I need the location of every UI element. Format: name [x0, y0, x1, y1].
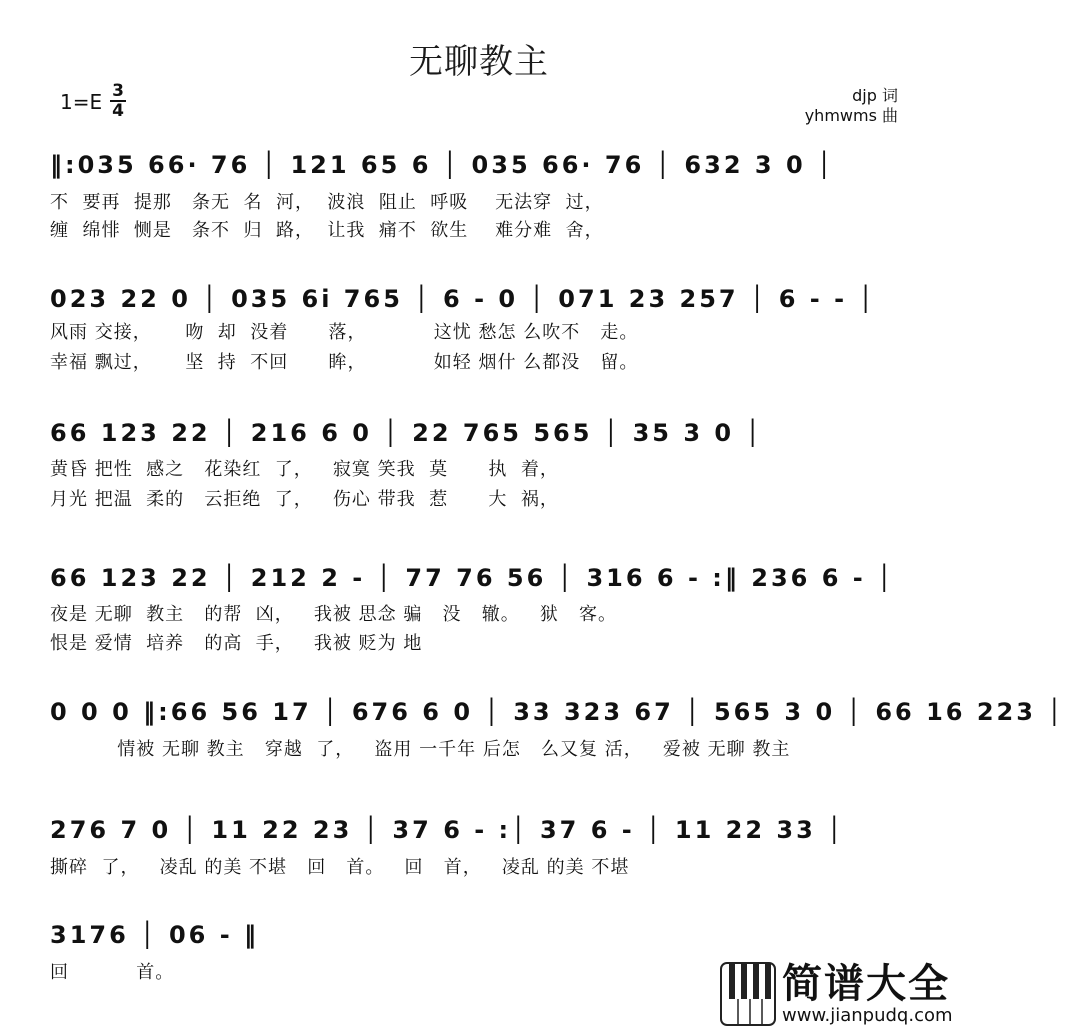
notation-line: 023 22 0 │ 035 6i 765 │ 6 - 0 │ 071 23 257 │ 6 - - │	[50, 285, 876, 313]
time-denominator: 4	[112, 101, 124, 121]
lyric-line-verse-1: 不 要再 提那 条无 名 河， 波浪 阻止 呼吸 无法穿 过，	[50, 192, 604, 213]
site-watermark	[720, 960, 953, 1030]
song-title: 无聊教主	[409, 42, 549, 82]
lyric-line-verse-1: 黄昏 把性 感之 花染红 了， 寂寞 笑我 莫 执 着，	[50, 459, 559, 480]
time-signature	[110, 82, 126, 120]
lyric-line-verse-1: 夜是 无聊 教主 的帮 凶， 我被 思念 骗 没 辙。 狱 客。	[50, 604, 618, 625]
notation-line: 276 7 0 │ 11 22 23 │ 37 6 - :│ 37 6 - │ 11 22 33 │	[50, 816, 845, 844]
time-numerator: 3	[110, 82, 126, 102]
lyric-line-verse-2: 月光 把温 柔的 云拒绝 了， 伤心 带我 惹 大 祸，	[50, 489, 559, 510]
lyric-line-verse-2: 幸福 飘过， 坚 持 不回 眸， 如轻 烟什 么都没 留。	[50, 352, 639, 373]
lyric-line-verse-1: 风雨 交接， 吻 却 没着 落， 这忧 愁怎 么吹不 走。	[50, 322, 639, 343]
notation-line: 0 0 0 ‖:66 56 17 │ 676 6 0 │ 33 323 67 │ 565 3 0 │ 66 16 223 │	[50, 698, 1065, 726]
watermark-url: www.jianpudq.com	[782, 1005, 953, 1026]
lyric-line: 情被 无聊 教主 穿越 了， 盗用 一千年 后怎 么又复 活， 爱被 无聊 教主	[50, 739, 791, 760]
notation-line: 3176 │ 06 - ‖	[50, 921, 260, 949]
composer-credit: yhmwms 曲	[804, 106, 898, 125]
notation-line: ‖:035 66· 76 │ 121 65 6 │ 035 66· 76 │ 632 3 0 │	[50, 151, 835, 179]
notation-line: 66 123 22 │ 212 2 - │ 77 76 56 │ 316 6 - :‖ 236 6 - │	[50, 564, 895, 592]
piano-keys-icon	[720, 962, 776, 1026]
lyric-line-verse-2: 恨是 爱情 培养 的高 手， 我被 贬为 地	[50, 633, 423, 654]
watermark-brand: 简谱大全	[782, 961, 950, 1007]
notation-line: 66 123 22 │ 216 6 0 │ 22 765 565 │ 35 3 0 │	[50, 419, 763, 447]
key-label: 1=E	[60, 90, 103, 114]
lyric-line-verse-2: 缠 绵悱 恻是 条不 归 路， 让我 痛不 欲生 难分难 舍，	[50, 220, 604, 241]
lyric-line: 回 首。	[50, 962, 175, 983]
lyricist-credit: djp 词	[852, 86, 898, 105]
lyric-line: 撕碎 了， 凌乱 的美 不堪 回 首。 回 首， 凌乱 的美 不堪	[50, 857, 630, 878]
credits	[805, 86, 898, 126]
